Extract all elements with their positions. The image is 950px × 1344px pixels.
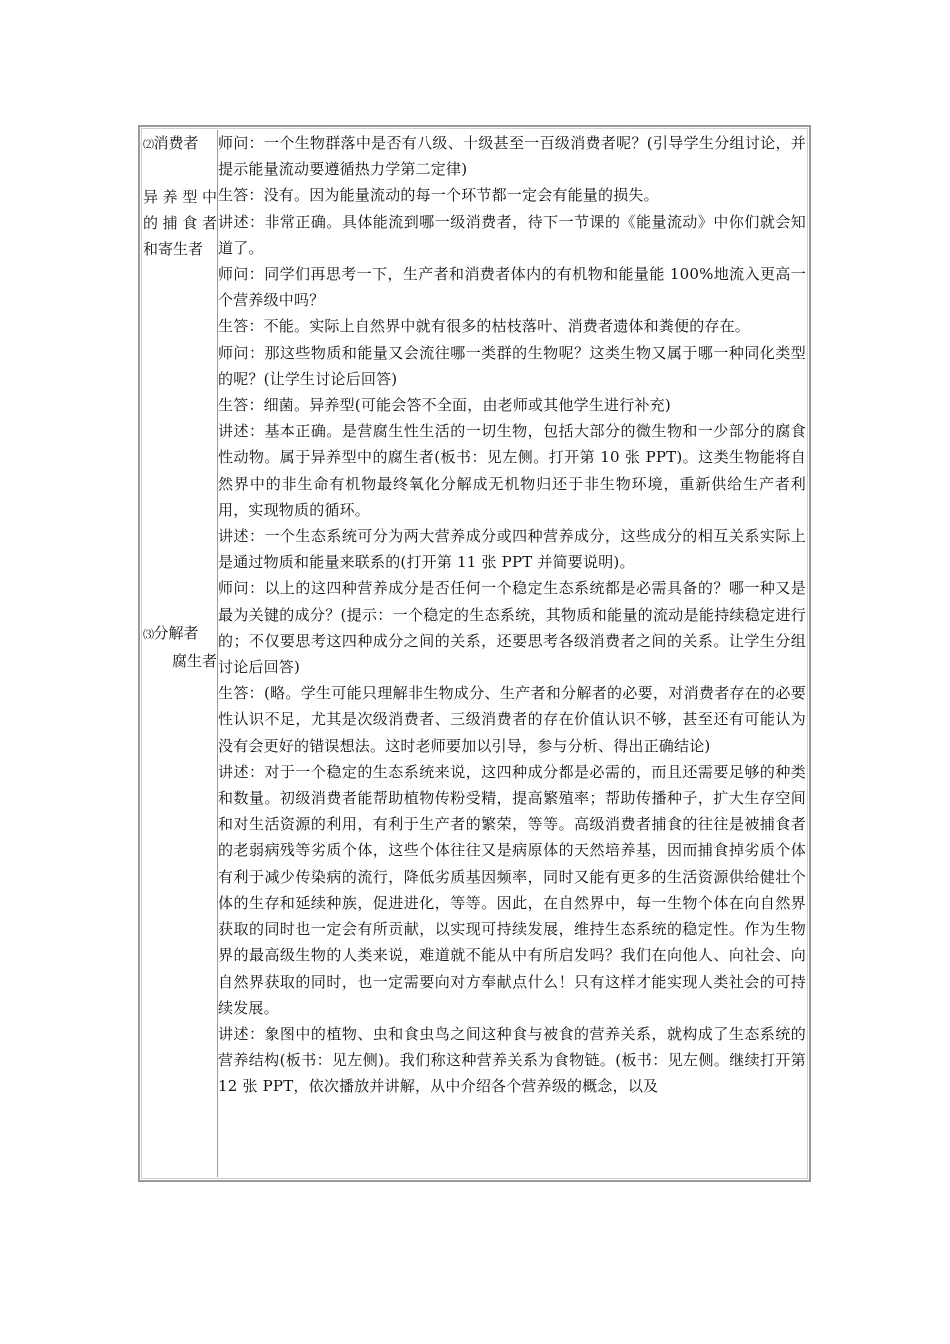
category-column bbox=[143, 130, 218, 1177]
paragraph: 讲述：非常正确。具体能流到哪一级消费者，待下一节课的《能量流动》中你们就会知道了。 bbox=[218, 212, 806, 257]
category-consumer-line: 和寄生者 bbox=[143, 240, 204, 258]
category-decomposer-sub: 腐生者 bbox=[171, 652, 217, 670]
category-consumer bbox=[143, 130, 217, 262]
paragraph: 讲述：一个生态系统可分为两大营养成分或四种营养成分，这些成分的相互关系实际上是通过物质和能量来联系的(打开第 11 张 PPT 并简要说明)。 bbox=[218, 527, 806, 572]
category-consumer-line: 异养型中 bbox=[143, 188, 217, 206]
paragraph: 生答：不能。实际上自然界中就有很多的枯枝落叶、消费者遗体和粪便的存在。 bbox=[218, 317, 751, 336]
category-consumer-line: 的捕食者 bbox=[143, 214, 217, 232]
category-decomposer bbox=[143, 620, 217, 674]
category-consumer-title: ⑵消费者 bbox=[143, 134, 199, 152]
paragraph: 讲述：基本正确。是营腐生性生活的一切生物，包括大部分的微生物和一少部分的腐食性动物。属于异养型中的腐生者(板书：见左侧。打开第 10 张 PPT)。这类生物能将自然界中的非生命有机物最终氧化分解成无机物归还于非生物环境，重新供给生产者利用，实现物质的循环。 bbox=[218, 422, 806, 519]
paragraph: 师问：那这些物质和能量又会流往哪一类群的生物呢？这类生物又属于哪一种同化类型的呢？(让学生讨论后回答) bbox=[218, 343, 806, 388]
lesson-table bbox=[138, 125, 811, 1182]
paragraph: 师问：同学们再思考一下，生产者和消费者体内的有机物和能量能 100%地流入更高一个营养级中吗？ bbox=[218, 265, 806, 310]
category-decomposer-title: ⑶分解者 bbox=[143, 624, 199, 642]
paragraph: 师问：一个生物群落中是否有八级、十级甚至一百级消费者呢？(引导学生分组讨论，并提示能量流动要遵循热力学第二定律) bbox=[218, 134, 806, 179]
paragraph: 师问：以上的这四种营养成分是否任何一个稳定生态系统都是必需具备的？哪一种又是最为关键的成分？(提示：一个稳定的生态系统，其物质和能量的流动是能持续稳定进行的；不仅要思考这四种成分之间的关系，还要思考各级消费者之间的关系。让学生分组讨论后回答) bbox=[218, 579, 806, 677]
content-column bbox=[218, 130, 806, 1177]
paragraph: 讲述：象图中的植物、虫和食虫鸟之间这种食与被食的营养关系，就构成了生态系统的营养结构(板书：见左侧)。我们称这种营养关系为食物链。(板书：见左侧。继续打开第 12 张 PPT，依次播放并讲解，从中介绍各个营养级的概念，以及 bbox=[218, 1024, 806, 1096]
paragraph: 生答：没有。因为能量流动的每一个环节都一定会有能量的损失。 bbox=[218, 186, 659, 205]
paragraph: 生答：(略。学生可能只理解非生物成分、生产者和分解者的必要，对消费者存在的必要性认识不足，尤其是次级消费者、三级消费者的存在价值认识不够，甚至还有可能认为没有会更好的错误想法。这时老师要加以引导，参与分析、得出正确结论) bbox=[218, 684, 806, 755]
paragraph: 生答：细菌。异养型(可能会答不全面，由老师或其他学生进行补充) bbox=[218, 396, 671, 415]
paragraph: 讲述：对于一个稳定的生态系统来说，这四种成分都是必需的，而且还需要足够的种类和数量。初级消费者能帮助植物传粉受精，提高繁殖率；帮助传播种子，扩大生存空间和对生活资源的利用，有利于生产者的繁荣，等等。高级消费者捕食的往往是被捕食者的老弱病残等劣质个体，这些个体往往又是病原体的天然培养基，因而捕食掉劣质个体有利于减少传染病的流行，降低劣质基因频率，同时又能有更多的生活资源供给健壮个体的生存和延续种族，促进进化，等等。因此，在自然界中，每一生物个体在向自然界获取的同时也一定会有所贡献，以实现可持续发展，维持生态系统的稳定性。作为生物界的最高级生物的人类来说，难道就不能从中有所启发吗？我们在向他人、向社会、向自然界获取的同时，也一定需要向对方奉献点什么！只有这样才能实现人类社会的可持续发展。 bbox=[218, 762, 806, 1017]
